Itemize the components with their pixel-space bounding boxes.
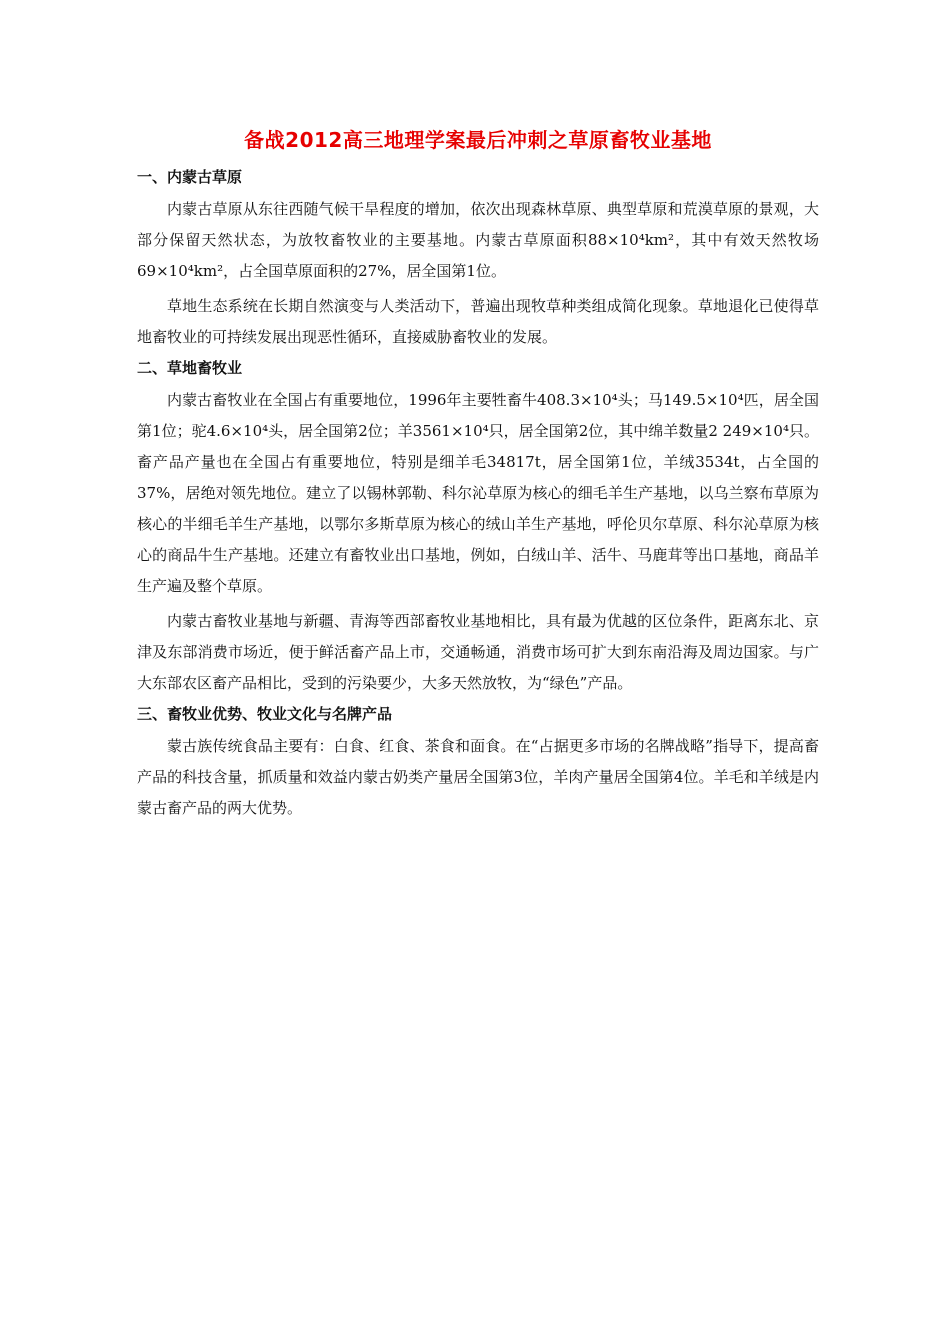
document-title: 备战2012高三地理学案最后冲刺之草原畜牧业基地 [244,128,712,152]
section-heading: 三、畜牧业优势、牧业文化与名牌产品 [137,705,393,723]
paragraph: 草地生态系统在长期自然演变与人类活动下，普遍出现牧草种类组成简化现象。草地退化已使得草地畜牧业的可持续发展出现恶性循环，直接威胁畜牧业的发展。 [137,297,819,346]
section-advantages-brands [137,703,819,824]
section-heading: 二、草地畜牧业 [137,359,243,377]
paragraph: 内蒙古畜牧业在全国占有重要地位，1996年主要牲畜牛408.3×10⁴头；马149.5×10⁴匹，居全国第1位；驼4.6×10⁴头，居全国第2位；羊3561×10⁴只，居全国第2位，其中绵羊数量2 249×10⁴只。畜产品产量也在全国占有重要地位，特别是细羊毛34817t，居全国第1位，羊绒3534t，占全国的37%，居绝对领先地位。建立了以锡林郭勒、科尔沁草原为核心的细毛羊生产基地，以乌兰察布草原为核心的半细毛羊生产基地，以鄂尔多斯草原为核心的绒山羊生产基地，呼伦贝尔草原、科尔沁草原为核心的商品牛生产基地。还建立有畜牧业出口基地，例如，白绒山羊、活牛、马鹿茸等出口基地，商品羊生产遍及整个草原。 [137,391,819,595]
paragraph: 内蒙古草原从东往西随气候干旱程度的增加，依次出现森林草原、典型草原和荒漠草原的景观，大部分保留天然状态，为放牧畜牧业的主要基地。内蒙古草原面积88×10⁴km²，其中有效天然牧场69×10⁴km²，占全国草原面积的27%，居全国第1位。 [137,200,819,280]
section-heading: 一、内蒙古草原 [137,168,243,186]
paragraph: 内蒙古畜牧业基地与新疆、青海等西部畜牧业基地相比，具有最为优越的区位条件，距离东北、京津及东部消费市场近，便于鲜活畜产品上市，交通畅通，消费市场可扩大到东南沿海及周边国家。与广大东部农区畜产品相比，受到的污染要少，大多天然放牧，为“绿色”产品。 [137,612,819,692]
section-grassland-husbandry [137,357,819,699]
section-inner-mongolia-grassland [137,166,819,353]
document-page [137,118,819,828]
paragraph: 蒙古族传统食品主要有：白食、红食、茶食和面食。在“占据更多市场的名牌战略”指导下，提高畜产品的科技含量，抓质量和效益内蒙古奶类产量居全国第3位，羊肉产量居全国第4位。羊毛和羊绒是内蒙古畜产品的两大优势。 [137,737,819,817]
